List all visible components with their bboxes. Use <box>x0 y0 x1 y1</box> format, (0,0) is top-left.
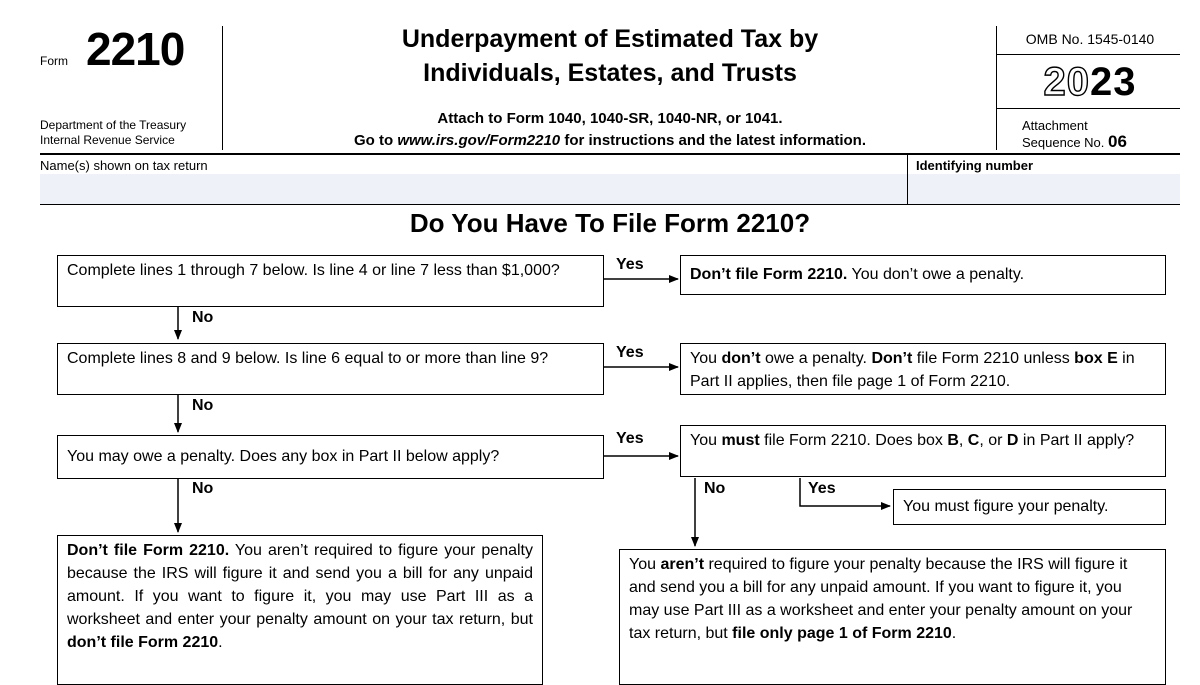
q2-yes-label: Yes <box>616 344 644 361</box>
r2-e: file Form 2210 unless <box>912 350 1075 367</box>
r2-b: don’t <box>721 350 761 367</box>
r3-bold: Don’t file Form 2210. <box>67 542 230 559</box>
department-line1: Department of the Treasury <box>40 118 187 132</box>
department-line2: Internal Revenue Service <box>40 133 175 147</box>
r2-g: in Part II applies, then file page 1 of Form 2210. <box>690 350 1135 390</box>
q4-h: D <box>1006 432 1019 449</box>
omb-number: OMB No. 1545-0140 <box>1025 31 1155 47</box>
identifying-number-label: Identifying number <box>916 158 1033 173</box>
form-number: 2210 <box>86 23 185 75</box>
question-1-text: Complete lines 1 through 7 below. Is line 4 or line 7 less than $1,000? <box>67 262 560 279</box>
q3-no-label: No <box>192 480 214 497</box>
tax-year-bold: 23 <box>1090 60 1137 104</box>
result-1-text: You don’t owe a penalty. <box>847 266 1025 283</box>
r3-text: You aren’t required to figure your penalty because the IRS will figure it and send you a bill for any unpaid amount. If you want to figure it, you may use Part III as a worksheet and enter your penalty amount on your tax return, but <box>67 542 534 628</box>
sequence-number: 06 <box>1108 132 1127 151</box>
result-3-box <box>57 535 543 685</box>
r4-a: You <box>629 556 661 573</box>
r2-f: box E <box>1074 350 1118 367</box>
q4-b: must <box>721 432 760 449</box>
q4-yes-label: Yes <box>808 480 836 497</box>
tax-year-outline: 20 <box>1043 60 1090 104</box>
form-title-line2: Individuals, Estates, and Trusts <box>423 59 797 87</box>
q1-yes-label: Yes <box>616 256 644 273</box>
r3-bold2: don’t file Form 2210 <box>67 634 219 651</box>
q4-c: file Form 2210. Does box <box>759 432 948 449</box>
q4-g: , or <box>979 432 1007 449</box>
q4-no-label: No <box>704 480 726 497</box>
result-yes-penalty-box <box>893 489 1166 525</box>
question-1-box <box>57 255 604 307</box>
r2-d: Don’t <box>871 350 913 367</box>
attachment-label: Attachment <box>1022 118 1088 133</box>
irs-link[interactable]: www.irs.gov/Form2210 <box>397 132 561 149</box>
question-2-box <box>57 343 604 395</box>
result-4-box <box>619 549 1166 685</box>
form-title-line1: Underpayment of Estimated Tax by <box>401 25 819 53</box>
question-2-text: Complete lines 8 and 9 below. Is line 6 equal to or more than line 9? <box>67 350 549 367</box>
r4-c: required to figure your penalty because the IRS will figure it and send you a bill for any unpaid amount. If you want to figure it, you may use Part III as a worksheet and enter your penalty amount on your tax return, but <box>629 556 1133 642</box>
q3-yes-label: Yes <box>616 430 644 447</box>
attach-line: Attach to Form 1040, 1040-SR, 1040-NR, or 1041. <box>437 110 783 127</box>
r4-d: file only page 1 of Form 2210 <box>732 625 952 642</box>
q1-no-label: No <box>192 309 214 326</box>
r2-a: You <box>690 350 722 367</box>
flowchart-title: Do You Have To File Form 2210? <box>409 208 811 238</box>
name-label: Name(s) shown on tax return <box>40 158 208 173</box>
q4-d: B <box>947 432 959 449</box>
r3-end: . <box>218 634 223 651</box>
result-2-box <box>680 343 1166 395</box>
r4-b: aren’t <box>660 556 705 573</box>
result-yes-penalty-text: You must figure your penalty. <box>903 498 1109 515</box>
r4-e: . <box>951 625 957 642</box>
goto-prefix: Go to <box>353 132 398 149</box>
question-3-text: You may owe a penalty. Does any box in Part II below apply? <box>67 448 500 465</box>
question-4-box <box>680 425 1166 477</box>
goto-suffix: for instructions and the latest information. <box>560 132 867 149</box>
result-1-bold: Don’t file Form 2210. <box>690 266 848 283</box>
q2-no-label: No <box>192 397 214 414</box>
q4-f: C <box>967 432 980 449</box>
sequence-label: Sequence No. <box>1022 135 1109 150</box>
result-1-box <box>680 255 1166 295</box>
r2-c: owe a penalty. <box>760 350 872 367</box>
q4-a: You <box>690 432 722 449</box>
q4-i: in Part II apply? <box>1018 432 1135 449</box>
question-3-box <box>57 435 604 479</box>
form-label: Form <box>40 54 68 68</box>
q4-e: , <box>958 432 968 449</box>
